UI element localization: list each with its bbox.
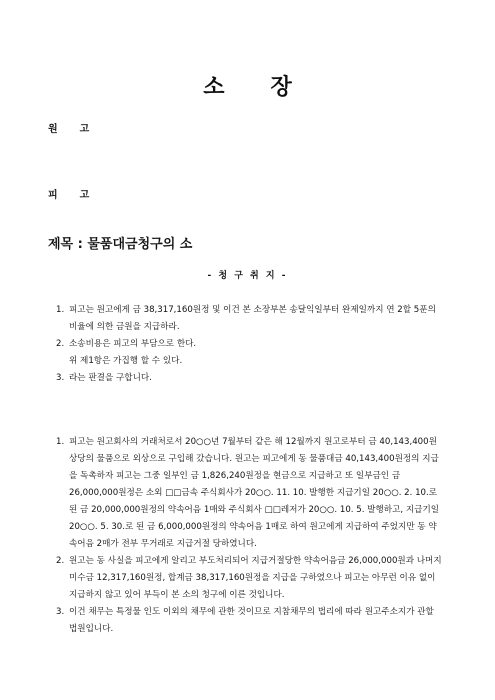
reason-text: 원고는 동 사실을 피고에게 알리고 부도처리되어 지급거절당한 약속어음금 26,000,000원과 나머지 미수금 12,317,160원정, 합계금 38,317,160원정을 지급을 구하였으나 피고는 아무런 이유 없이 지급하지 않고 있어 부득이 본 소의 청구에 이른 것입니다. (69, 556, 442, 600)
claim-item (56, 336, 442, 353)
title-char-right: 장 (270, 75, 292, 100)
reason-item (56, 553, 442, 604)
reason-text: 피고는 원고회사의 거래처로서 20○○년 7월부터 같은 해 12월까지 원고로부터 금 40,143,400원 상당의 물품으로 외상으로 구입해 갔습니다. 원고는 피고에게 동 물품대금 40,143,400원정의 지급을 독촉하자 피고는 그중 일부인 금 1,826,240원정을 현금으로 지급하고 또 일부금인 금 26,000,000원정은 소외 □□금속 주식회사가 20○○. 11. 10. 발행한 지급기일 20○○. 2. 10.로 된 금 20,000,000원정의 약속어음 1매와 주식회사 □□레저가 20○○. 10. 5. 발행하고, 지급기일 20○○. 5. 30.로 된 금 6,000,000원정의 약속어음 1매로 하여 원고에게 지급하여 주었지만 동 약속어음 2매가 전부 무거래로 지급거절 당하였니다. (69, 437, 440, 549)
claim-number: 2. (56, 339, 65, 349)
reason-item (56, 434, 442, 553)
reason-item (56, 604, 442, 638)
claim-item (56, 353, 442, 370)
claim-text: 피고는 원고에게 금 38,317,160원정 및 이건 본 소장부본 송달익일부터 완제일까지 연 2할 5푼의 비율에 의한 금원을 지급하라. (69, 305, 436, 332)
title-char-left: 소 (203, 75, 225, 100)
reason-number: 3. (56, 607, 65, 617)
claim-item (56, 302, 442, 336)
plaintiff-char-1: 원 (48, 124, 58, 135)
document-title (0, 70, 495, 101)
reasons-list (56, 434, 442, 638)
plaintiff-char-2: 고 (79, 124, 90, 135)
plaintiff-label (48, 120, 89, 135)
defendant-char-1: 피 (48, 190, 58, 201)
claim-text: 소송비용은 피고의 부담으로 한다. (69, 339, 197, 349)
reason-number: 1. (56, 437, 65, 447)
defendant-char-2: 고 (79, 190, 90, 201)
claim-item (56, 370, 442, 387)
case-subject: 제목 : 물품대금청구의 소 (48, 237, 193, 252)
claim-text: 위 제1항은 가집행 할 수 있다. (69, 356, 183, 366)
reason-number: 2. (56, 556, 65, 566)
claim-number: 1. (56, 305, 65, 315)
claim-text: 라는 판결을 구합니다. (69, 373, 152, 383)
claims-list (56, 302, 442, 387)
reason-text: 이건 채무는 특정물 인도 이외의 채무에 관한 것이므로 지참채무의 법리에 따라 원고주소지가 관할법원입니다. (69, 607, 434, 634)
defendant-label (48, 186, 89, 201)
claim-number: 3. (56, 373, 65, 383)
claims-heading: - 청 구 취 지 - (207, 271, 288, 281)
